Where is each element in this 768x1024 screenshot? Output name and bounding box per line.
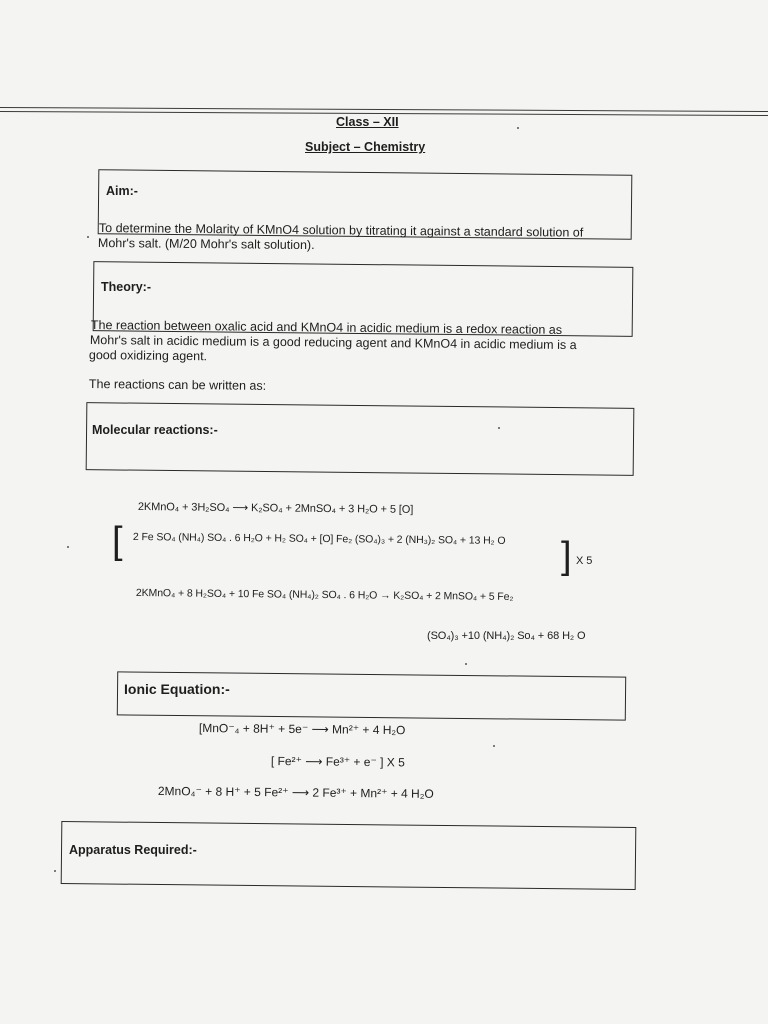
theory-label: Theory:- [101,280,151,294]
scan-speck [517,127,519,129]
theory-text-line2: Mohr's salt in acidic medium is a good reducing agent and KMnO4 in acidic medium is a [89,333,577,353]
left-square-bracket: [ [112,520,123,562]
subject-heading: Subject – Chemistry [305,140,426,154]
scan-speck [493,745,495,747]
ionic-equation-1: [MnO⁻₄ + 8H⁺ + 5e⁻ ⟶ Mn²⁺ + 4 H₂O [198,721,406,738]
theory-text-line1: The reaction between oxalic acid and KMnO4 in acidic medium is a redox reaction as [90,318,563,337]
scan-speck [67,546,69,548]
ionic-equation-3: 2MnO₄⁻ + 8 H⁺ + 5 Fe²⁺ ⟶ 2 Fe³⁺ + Mn²⁺ + 4 H₂O [157,784,434,801]
theory-text-line3: good oxidizing agent. [88,348,208,364]
molecular-equation-3-continued: (SO₄)₃ +10 (NH₄)₂ So₄ + 68 H₂ O [427,630,586,642]
scan-speck [54,870,56,872]
ionic-label: Ionic Equation:- [124,681,230,697]
scan-speck [465,663,467,665]
ionic-equation-2: [ Fe²⁺ ⟶ Fe³⁺ + e⁻ ] X 5 [270,754,405,770]
molecular-equation-2: 2 Fe SO₄ (NH₄) SO₄ . 6 H₂O + H₂ SO₄ + [O] Fe₂ (SO₄)₃ + 2 (NH₃)₂ SO₄ + 13 H₂ O [132,531,506,547]
molecular-label: Molecular reactions:- [92,423,218,437]
scan-speck [87,236,89,238]
molecular-equation-2-multiplier: X 5 [576,555,593,567]
reactions-intro: The reactions can be written as: [88,377,267,393]
molecular-equation-3: 2KMnO₄ + 8 H₂SO₄ + 10 Fe SO₄ (NH₄)₂ SO₄ . 6 H₂O → K₂SO₄ + 2 MnSO₄ + 5 Fe₂ [135,587,514,603]
molecular-box [86,402,635,476]
class-heading: Class – XII [336,115,399,129]
aim-text-line2: Mohr's salt. (M/20 Mohr's salt solution). [97,236,315,253]
right-square-bracket: ] [561,535,572,577]
molecular-equation-1: 2KMnO₄ + 3H₂SO₄ ⟶ K₂SO₄ + 2MnSO₄ + 3 H₂O + 5 [O] [137,500,414,516]
apparatus-label: Apparatus Required:- [69,843,197,857]
aim-text-line1: To determine the Molarity of KMnO4 solution by titrating it against a standard solution of [98,221,584,240]
scan-speck [498,427,500,429]
aim-label: Aim:- [106,184,138,198]
